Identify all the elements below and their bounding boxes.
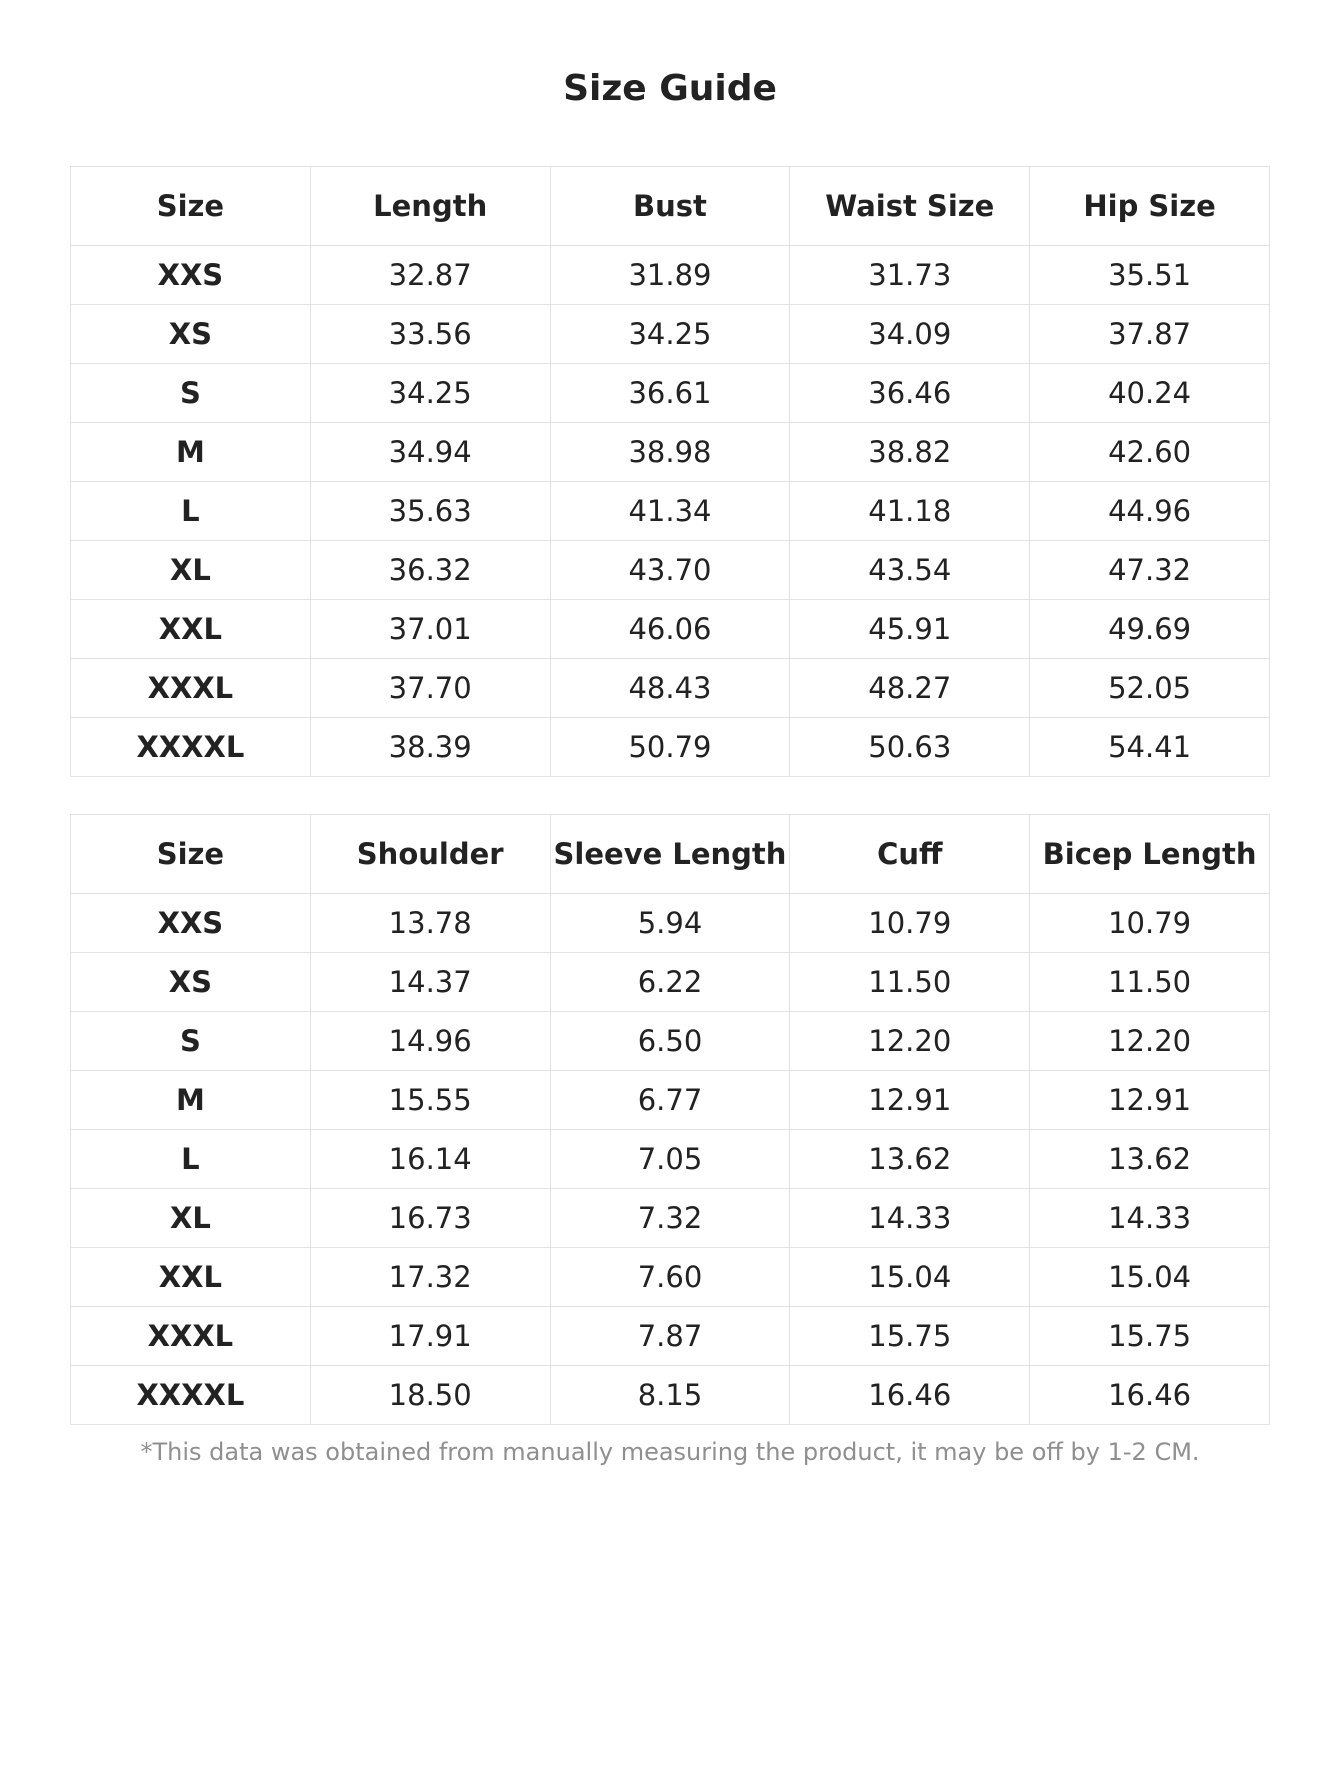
- measurement-cell: 50.79: [550, 718, 790, 777]
- measurement-cell: 50.63: [790, 718, 1030, 777]
- table-row: [71, 659, 1270, 718]
- measurement-cell: 38.82: [790, 423, 1030, 482]
- size-label-cell: XXXXL: [71, 1366, 311, 1425]
- page-title: Size Guide: [563, 68, 777, 109]
- table-row: [71, 305, 1270, 364]
- measurement-cell: 43.54: [790, 541, 1030, 600]
- measurement-cell: 15.55: [310, 1071, 550, 1130]
- size-label-cell: XL: [71, 1189, 311, 1248]
- measurement-cell: 6.77: [550, 1071, 790, 1130]
- size-table-arm-measurements: [70, 814, 1270, 1425]
- measurement-cell: 7.32: [550, 1189, 790, 1248]
- measurement-cell: 54.41: [1030, 718, 1270, 777]
- size-label-cell: XS: [71, 953, 311, 1012]
- measurement-cell: 7.87: [550, 1307, 790, 1366]
- measurement-cell: 15.75: [790, 1307, 1030, 1366]
- measurement-cell: 32.87: [310, 246, 550, 305]
- size-label-cell: L: [71, 1130, 311, 1189]
- measurement-cell: 12.20: [1030, 1012, 1270, 1071]
- measurement-cell: 48.27: [790, 659, 1030, 718]
- size-label-cell: L: [71, 482, 311, 541]
- measurement-cell: 13.62: [790, 1130, 1030, 1189]
- table-row: [71, 1366, 1270, 1425]
- measurement-cell: 13.78: [310, 894, 550, 953]
- size-label-cell: M: [71, 1071, 311, 1130]
- measurement-cell: 17.91: [310, 1307, 550, 1366]
- size-label-cell: M: [71, 423, 311, 482]
- measurement-cell: 37.70: [310, 659, 550, 718]
- measurement-cell: 52.05: [1030, 659, 1270, 718]
- table-row: [71, 1071, 1270, 1130]
- measurement-cell: 49.69: [1030, 600, 1270, 659]
- measurement-cell: 15.04: [1030, 1248, 1270, 1307]
- measurement-cell: 46.06: [550, 600, 790, 659]
- measurement-cell: 12.91: [790, 1071, 1030, 1130]
- table-row: [71, 600, 1270, 659]
- table-row: [71, 1012, 1270, 1071]
- measurement-cell: 11.50: [790, 953, 1030, 1012]
- measurement-cell: 38.98: [550, 423, 790, 482]
- measurement-cell: 12.20: [790, 1012, 1030, 1071]
- column-header-size: Size: [71, 167, 311, 246]
- measurement-cell: 35.51: [1030, 246, 1270, 305]
- table-row: [71, 1130, 1270, 1189]
- measurement-cell: 45.91: [790, 600, 1030, 659]
- measurement-cell: 11.50: [1030, 953, 1270, 1012]
- table-header-row: [71, 167, 1270, 246]
- measurement-cell: 40.24: [1030, 364, 1270, 423]
- column-header-waist-size: Waist Size: [790, 167, 1030, 246]
- measurement-cell: 41.34: [550, 482, 790, 541]
- measurement-cell: 37.01: [310, 600, 550, 659]
- measurement-cell: 14.33: [1030, 1189, 1270, 1248]
- table-row: [71, 364, 1270, 423]
- measurement-disclaimer: *This data was obtained from manually measuring the product, it may be off by 1-2 CM.: [140, 1438, 1200, 1466]
- measurement-cell: 12.91: [1030, 1071, 1270, 1130]
- measurement-cell: 44.96: [1030, 482, 1270, 541]
- column-header-size: Size: [71, 815, 311, 894]
- measurement-cell: 41.18: [790, 482, 1030, 541]
- size-label-cell: XS: [71, 305, 311, 364]
- measurement-cell: 10.79: [1030, 894, 1270, 953]
- measurement-cell: 10.79: [790, 894, 1030, 953]
- measurement-cell: 15.04: [790, 1248, 1030, 1307]
- table-row: [71, 1248, 1270, 1307]
- size-label-cell: XXXL: [71, 1307, 311, 1366]
- size-label-cell: S: [71, 1012, 311, 1071]
- size-label-cell: S: [71, 364, 311, 423]
- measurement-cell: 36.46: [790, 364, 1030, 423]
- measurement-cell: 17.32: [310, 1248, 550, 1307]
- table-row: [71, 953, 1270, 1012]
- table-row: [71, 1189, 1270, 1248]
- measurement-cell: 6.50: [550, 1012, 790, 1071]
- size-label-cell: XXL: [71, 600, 311, 659]
- measurement-cell: 16.14: [310, 1130, 550, 1189]
- measurement-cell: 5.94: [550, 894, 790, 953]
- measurement-cell: 13.62: [1030, 1130, 1270, 1189]
- measurement-cell: 16.46: [1030, 1366, 1270, 1425]
- column-header-bust: Bust: [550, 167, 790, 246]
- measurement-cell: 35.63: [310, 482, 550, 541]
- size-label-cell: XXL: [71, 1248, 311, 1307]
- measurement-cell: 8.15: [550, 1366, 790, 1425]
- column-header-sleeve-length: Sleeve Length: [550, 815, 790, 894]
- measurement-cell: 34.25: [550, 305, 790, 364]
- measurement-cell: 34.94: [310, 423, 550, 482]
- size-label-cell: XXXXL: [71, 718, 311, 777]
- measurement-cell: 36.32: [310, 541, 550, 600]
- size-label-cell: XXS: [71, 894, 311, 953]
- measurement-cell: 34.25: [310, 364, 550, 423]
- measurement-cell: 38.39: [310, 718, 550, 777]
- table-row: [71, 718, 1270, 777]
- table-row: [71, 541, 1270, 600]
- measurement-cell: 42.60: [1030, 423, 1270, 482]
- table-row: [71, 423, 1270, 482]
- table-row: [71, 482, 1270, 541]
- measurement-cell: 6.22: [550, 953, 790, 1012]
- measurement-cell: 33.56: [310, 305, 550, 364]
- measurement-cell: 37.87: [1030, 305, 1270, 364]
- measurement-cell: 7.60: [550, 1248, 790, 1307]
- measurement-cell: 43.70: [550, 541, 790, 600]
- measurement-cell: 7.05: [550, 1130, 790, 1189]
- size-label-cell: XXXL: [71, 659, 311, 718]
- measurement-cell: 31.89: [550, 246, 790, 305]
- column-header-cuff: Cuff: [790, 815, 1030, 894]
- table-body: [71, 246, 1270, 777]
- size-table-body-measurements: [70, 166, 1270, 777]
- measurement-cell: 14.37: [310, 953, 550, 1012]
- measurement-cell: 36.61: [550, 364, 790, 423]
- measurement-cell: 14.33: [790, 1189, 1030, 1248]
- size-label-cell: XXS: [71, 246, 311, 305]
- table-row: [71, 1307, 1270, 1366]
- measurement-cell: 48.43: [550, 659, 790, 718]
- measurement-cell: 15.75: [1030, 1307, 1270, 1366]
- table-header-row: [71, 815, 1270, 894]
- table-row: [71, 894, 1270, 953]
- column-header-length: Length: [310, 167, 550, 246]
- table-row: [71, 246, 1270, 305]
- measurement-cell: 18.50: [310, 1366, 550, 1425]
- column-header-bicep-length: Bicep Length: [1030, 815, 1270, 894]
- measurement-cell: 34.09: [790, 305, 1030, 364]
- measurement-cell: 31.73: [790, 246, 1030, 305]
- measurement-cell: 47.32: [1030, 541, 1270, 600]
- measurement-cell: 16.46: [790, 1366, 1030, 1425]
- size-label-cell: XL: [71, 541, 311, 600]
- measurement-cell: 14.96: [310, 1012, 550, 1071]
- column-header-hip-size: Hip Size: [1030, 167, 1270, 246]
- column-header-shoulder: Shoulder: [310, 815, 550, 894]
- measurement-cell: 16.73: [310, 1189, 550, 1248]
- table-body: [71, 894, 1270, 1425]
